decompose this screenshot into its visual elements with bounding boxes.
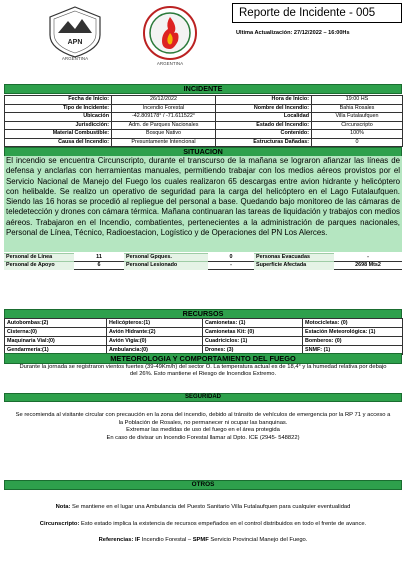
resource-cell: Maquinaria Vial:(0) bbox=[5, 337, 107, 346]
personnel-label: Personal de Línea bbox=[4, 254, 74, 262]
incident-field-value: Circunscripto bbox=[312, 121, 403, 130]
personnel-label: Personal Gpques. bbox=[124, 254, 208, 262]
incident-row bbox=[5, 138, 403, 147]
safety-text bbox=[4, 402, 402, 475]
resource-cell: Estación Meteorológica: (1) bbox=[303, 328, 403, 337]
section-title-incidente: INCIDENTE bbox=[4, 84, 402, 94]
personnel-value: 11 bbox=[74, 254, 124, 262]
svg-text:ARGENTINA: ARGENTINA bbox=[61, 56, 89, 61]
situation-text: El incendio se encuentra Circunscripto, durante el transcurso de la mañana se lograron afianzar las líneas de defensa y anclarlas con herramientas manuales, permitiendo trabajar con los medios aéreos provistos por el Servicio Nacional de Manejo del Fuego los cuales realizaron 65 descargas entre avion hidrante y helicóptero con helibalde. Se realizo un operativo de seguridad para la carga del helicóptero en el Lago Futalaufquen. Siendo las 16 horas se procedió al repliegue del personal a base. Quedando bajo monitoreo de las cámaras de teledetección y drones con cámara térmica. Mañana continuaran las tareas de liquidación y trabajos con medios aéreos. Trabajaron en el Incendio, combatientes, pertenecientes a la administración de parques nacionales, Personal de Línea, Técnico, Radioestacion, Logístico y de Operaciones del PN Los Alerces. bbox=[4, 156, 402, 252]
safety-line-3: En caso de divisar un Incendio Forestal llamar al Dpto. ICE (2945- 548822) bbox=[106, 434, 300, 441]
personnel-value: - bbox=[208, 262, 254, 270]
personnel-row bbox=[4, 262, 402, 270]
resource-cell: Gendarmería:(1) bbox=[5, 346, 107, 355]
safety-line-1: Se recomienda al visitante circular con precaución en la zona del incendio, debido al tránsito de vehículos de emergencia por la RP 71 y acceso a la Población de Rosales, no permanecer ni ocupar las banquinas. bbox=[15, 412, 391, 426]
report-header bbox=[0, 0, 407, 70]
incident-row bbox=[5, 96, 403, 105]
brigade-logo bbox=[140, 3, 200, 67]
personnel-label: Personal de Apoyo bbox=[4, 262, 74, 270]
resource-cell: Camionetas Kit: (0) bbox=[203, 328, 303, 337]
incident-field-label: Contenido: bbox=[216, 130, 312, 139]
personnel-label: Superficie Afectada bbox=[254, 262, 334, 270]
personnel-value: 0 bbox=[208, 254, 254, 262]
resource-cell: Cisterna:(0) bbox=[5, 328, 107, 337]
resources-table bbox=[4, 318, 403, 355]
last-update: Ultima Actualización: 27/12/2022 – 16:00Hs bbox=[236, 30, 350, 36]
apn-logo bbox=[38, 3, 112, 61]
incident-field-label: Estructuras Dañadas: bbox=[216, 138, 312, 147]
resource-cell: Cuadriciclos: (1) bbox=[203, 337, 303, 346]
incident-field-label: Nombre del Incendio: bbox=[216, 104, 312, 113]
circunscripto-paragraph: Circunscripto: Esto estado implica la existencia de recursos empeñados en el control distribuidos en todo el frente de avance. bbox=[39, 520, 367, 527]
resource-cell: Camionetas: (1) bbox=[203, 319, 303, 328]
incident-field-value: Villa Futalaufquen bbox=[312, 113, 403, 122]
weather-text: Durante la jornada se registraron vientos fuertes (39-49Km/h) del sector O. La temperatura actual es de 18,4° y la humedad relativa por debajo del 26%. Esto mantiene el Riesgo de Incendios Extremo. bbox=[19, 364, 387, 378]
resource-cell: Helicópteros:(1) bbox=[107, 319, 203, 328]
incident-row bbox=[5, 130, 403, 139]
incident-field-value: Adm. de Parques Nacionales bbox=[112, 121, 216, 130]
svg-text:APN: APN bbox=[67, 39, 83, 46]
incident-field-label: Material Combustible: bbox=[5, 130, 112, 139]
personnel-row bbox=[4, 254, 402, 262]
incident-field-value: Presuntamente Intencional bbox=[112, 138, 216, 147]
incident-field-label: Hora de Inicio: bbox=[216, 96, 312, 105]
incident-field-value: Bahia Rosales bbox=[312, 104, 403, 113]
incident-field-label: Fecha de Inicio: bbox=[5, 96, 112, 105]
personnel-value: - bbox=[334, 254, 402, 262]
references-paragraph: Referencias: IF Incendio Forestal – SPMF Servicio Provincial Manejo del Fuego. bbox=[98, 537, 308, 544]
resource-row bbox=[5, 328, 403, 337]
resource-cell: Bomberos: (0) bbox=[303, 337, 403, 346]
incident-field-value: Bosque Nativo bbox=[112, 130, 216, 139]
safety-line-2: Extremar las medidas de uso del fuego en el área protegida bbox=[126, 427, 280, 434]
incident-field-value: -42.809178° / -71.611522° bbox=[112, 113, 216, 122]
incident-field-value: Incendio Forestal bbox=[112, 104, 216, 113]
resource-cell: Autobombas:(2) bbox=[5, 319, 107, 328]
section-title-seguridad: SEGURIDAD bbox=[4, 393, 402, 402]
resource-cell: Avión Vigía:(0) bbox=[107, 337, 203, 346]
personnel-label: Personal Lesionado bbox=[124, 262, 208, 270]
resource-cell: Motocicletas: (0) bbox=[303, 319, 403, 328]
report-title: Reporte de Incidente - 005 bbox=[232, 3, 402, 23]
resource-cell: Ambulancia:(0) bbox=[107, 346, 203, 355]
resource-cell: Drones: (3) bbox=[203, 346, 303, 355]
resource-cell: SNMF: (1) bbox=[303, 346, 403, 355]
section-title-meteorologia: METEOROLOGIA Y COMPORTAMIENTO DEL FUEGO bbox=[4, 353, 402, 364]
incident-field-value: 26/12/2022 bbox=[112, 96, 216, 105]
incident-field-value: 0 bbox=[312, 138, 403, 147]
resource-row bbox=[5, 337, 403, 346]
svg-text:ARGENTINA: ARGENTINA bbox=[156, 61, 184, 66]
incident-row bbox=[5, 113, 403, 122]
incident-field-value: 100% bbox=[312, 130, 403, 139]
incident-field-label: Ubicación bbox=[5, 113, 112, 122]
incident-row bbox=[5, 121, 403, 130]
personnel-label: Personas Evacuadas bbox=[254, 254, 334, 262]
note-paragraph: Nota: Se mantiene en el lugar una Ambulancia del Puesto Sanitario Villa Futalaufquen para cualquier eventualidad bbox=[55, 504, 351, 510]
personnel-value: 6 bbox=[74, 262, 124, 270]
personnel-table bbox=[4, 253, 402, 270]
incident-field-label: Jurisdicción: bbox=[5, 121, 112, 130]
incident-field-label: Tipo de Incidente: bbox=[5, 104, 112, 113]
section-title-otros: OTROS bbox=[4, 480, 402, 490]
incident-table bbox=[4, 95, 403, 147]
other-notes bbox=[4, 491, 402, 581]
personnel-value: 2698 Mts2 bbox=[334, 262, 402, 270]
incident-field-label: Localidad bbox=[216, 113, 312, 122]
incident-field-value: 19:00 HS bbox=[312, 96, 403, 105]
incident-field-label: Estado del Incendio: bbox=[216, 121, 312, 130]
incident-field-label: Causa del Incendio: bbox=[5, 138, 112, 147]
resource-row bbox=[5, 319, 403, 328]
section-title-recursos: RECURSOS bbox=[4, 309, 402, 319]
incident-row bbox=[5, 104, 403, 113]
resource-cell: Avión Hidrante:(2) bbox=[107, 328, 203, 337]
section-title-situacion: SITUACION bbox=[4, 147, 402, 157]
